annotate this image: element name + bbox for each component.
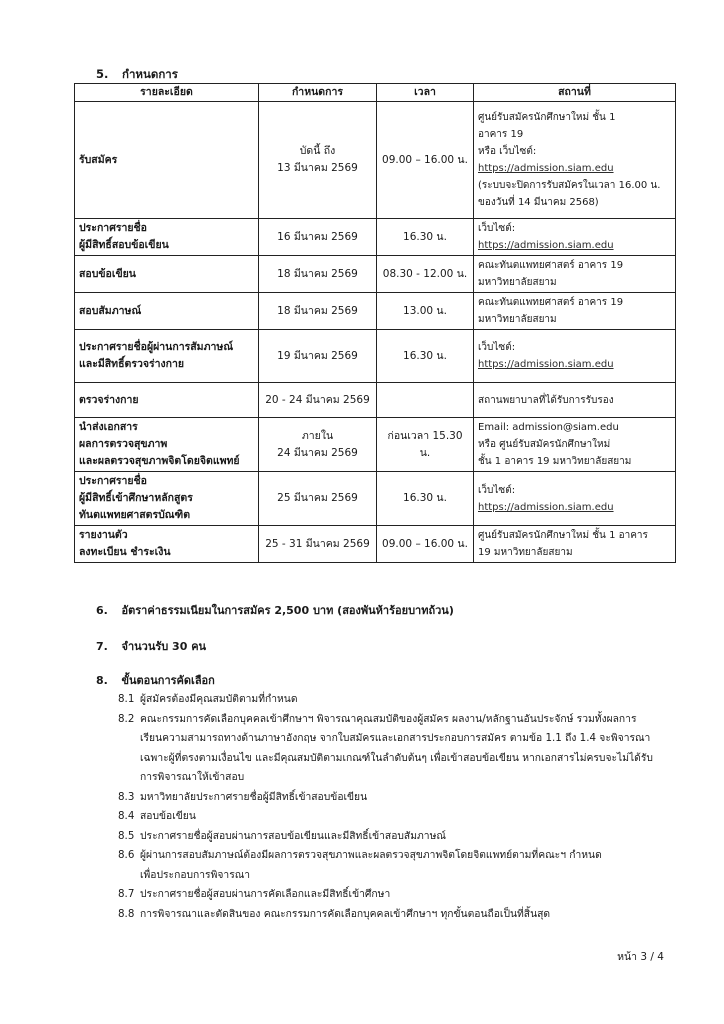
detail-line: และผลตรวจสุขภาพจิตโดยจิตแพทย์ [79,455,240,467]
place-line: เว็บไซต์: [478,223,516,234]
page-number: หน้า 3 / 4 [617,951,664,963]
table-row [75,383,676,418]
step-text [140,807,678,827]
date-line: 24 มีนาคม 2569 [277,446,358,459]
date-line: 13 มีนาคม 2569 [277,162,358,174]
table-row [75,102,676,219]
section-8-title: ขั้นตอนการคัดเลือก [121,674,215,687]
detail-line: และมีสิทธิ์ตรวจร่างกาย [79,358,185,370]
cell-place [474,383,676,418]
step-line: มหาวิทยาลัยประกาศรายชื่อผู้มีสิทธิ์เข้าสอบข้อเขียน [140,790,368,803]
schedule-table-body [75,102,676,563]
section-7-text: จำนวนรับ 30 คน [121,640,207,653]
cell-date [259,472,377,526]
list-item [118,788,678,808]
step-line: ผู้ผ่านการสอบสัมภาษณ์ต้องมีผลการตรวจสุขภาพและผลตรวจสุขภาพจิตโดยจิตแพทย์ตามที่คณะฯ กำหนด [140,849,602,861]
website-link[interactable]: https://admission.siam.edu [478,163,614,174]
date-line: 19 มีนาคม 2569 [277,349,358,362]
step-text [140,710,678,788]
table-row [75,330,676,383]
cell-place [474,293,676,330]
cell-date [259,418,377,472]
place-line: เว็บไซต์: [478,342,516,353]
step-number: 8.4 [118,810,135,822]
cell-detail [75,383,259,418]
place-line: คณะทันตแพทยศาสตร์ อาคาร 19 [478,260,624,271]
step-number: 8.5 [118,829,135,842]
list-item [118,807,678,827]
list-item [118,846,678,885]
place-line: อาคาร 19 [478,129,524,140]
step-line: ผู้สมัครต้องมีคุณสมบัติตามที่กำหนด [140,693,298,705]
step-number: 8.2 [118,712,135,725]
detail-line: ตรวจร่างกาย [79,393,139,406]
cell-place [474,219,676,256]
step-line: คณะกรรมการคัดเลือกบุคคลเข้าศึกษาฯ พิจารณาคุณสมบัติของผู้สมัคร ผลงาน/หลักฐานอันประจักษ์ รวมทั้งผลการ [140,712,637,725]
table-row [75,256,676,293]
date-line: 18 มีนาคม 2569 [277,304,358,317]
section-6-number: 6. [96,604,108,617]
list-item [118,710,678,788]
section-5-number: 5. [96,67,109,81]
table-header-row [75,84,676,102]
cell-place [474,330,676,383]
detail-line: ประกาศรายชื่อ [79,222,147,234]
place-line: ศูนย์รับสมัครนักศึกษาใหม่ ชั้น 1 อาคาร [478,530,648,541]
step-text [140,690,678,710]
date-line: 25 - 31 มีนาคม 2569 [265,537,370,550]
step-line: การพิจารณาและตัดสินของ คณะกรรมการคัดเลือกบุคคลเข้าศึกษาฯ ทุกขั้นตอนถือเป็นที่สิ้นสุด [140,907,551,920]
section-8-heading [96,671,215,689]
place-line: Email: admission@siam.edu [478,422,619,433]
step-line: เรียนความสามารถทางด้านภาษาอังกฤษ จากใบสมัครและเอกสารประกอบการสมัคร ตามข้อ 1.1 ถึง 1.4 จะพิจารณา [140,732,651,744]
cell-time: 16.30 น. [377,219,474,256]
cell-date [259,293,377,330]
place-line: (ระบบจะปิดการรับสมัครในเวลา 16.00 น. [478,180,661,191]
cell-detail [75,330,259,383]
header-detail: รายละเอียด [75,84,259,102]
place-line: 19 มหาวิทยาลัยสยาม [478,547,573,558]
section-6-text: อัตราค่าธรรมเนียมในการสมัคร 2,500 บาท (สองพันห้าร้อยบาทถ้วน) [121,604,454,617]
cell-date [259,526,377,563]
cell-detail [75,526,259,563]
cell-detail [75,472,259,526]
place-line: มหาวิทยาลัยสยาม [478,314,557,325]
cell-place [474,472,676,526]
step-number: 8.1 [118,693,135,705]
cell-time [377,383,474,418]
cell-time: ก่อนเวลา 15.30 น. [377,418,474,472]
step-line: ประกาศรายชื่อผู้สอบผ่านการสอบข้อเขียนและมีสิทธิ์เข้าสอบสัมภาษณ์ [140,829,446,842]
date-line: 20 - 24 มีนาคม 2569 [265,393,370,406]
cell-date [259,330,377,383]
detail-line: ประกาศรายชื่อ [79,475,147,487]
step-text [140,846,678,885]
detail-line: ผลการตรวจสุขภาพ [79,438,168,450]
cell-date [259,256,377,293]
cell-time: 08.30 - 12.00 น. [377,256,474,293]
website-link[interactable]: https://admission.siam.edu [478,240,614,251]
website-link[interactable]: https://admission.siam.edu [478,359,614,370]
cell-time: 09.00 – 16.00 น. [377,102,474,219]
place-line: หรือ ศูนย์รับสมัครนักศึกษาใหม่ [478,439,611,450]
place-line: มหาวิทยาลัยสยาม [478,277,557,288]
place-line: ศูนย์รับสมัครนักศึกษาใหม่ ชั้น 1 [478,112,616,123]
cell-date [259,383,377,418]
schedule-table [74,83,676,563]
list-item [118,690,678,710]
place-line: สถานพยาบาลที่ได้รับการรับรอง [478,394,614,406]
list-item [118,885,678,905]
cell-place [474,102,676,219]
table-row [75,418,676,472]
detail-line: นำส่งเอกสาร [79,421,138,433]
cell-detail [75,219,259,256]
website-link[interactable]: https://admission.siam.edu [478,501,614,513]
detail-line: รับสมัคร [79,153,118,166]
cell-time: 09.00 – 16.00 น. [377,526,474,563]
detail-line: สอบข้อเขียน [79,267,136,280]
cell-detail [75,418,259,472]
section-6 [96,601,454,619]
detail-line: รายงานตัว [79,529,128,541]
table-row [75,472,676,526]
step-number: 8.6 [118,849,135,861]
list-item [118,827,678,847]
place-line: เว็บไซต์: [478,484,516,496]
header-time: เวลา [377,84,474,102]
date-line: 25 มีนาคม 2569 [277,492,358,504]
detail-line: ลงทะเบียน ชำระเงิน [79,546,171,558]
step-text [140,905,678,925]
step-line: เฉพาะผู้ที่ตรงตามเงื่อนไข และมีคุณสมบัติตามเกณฑ์ในลำดับต้นๆ เพื่อเข้าสอบข้อเขียน หากเอกสารไม่ครบจะไม่ได้รับ [140,751,653,764]
section-8-number: 8. [96,674,108,687]
date-line: 18 มีนาคม 2569 [277,267,358,280]
step-line: ประกาศรายชื่อผู้สอบผ่านการคัดเลือกและมีสิทธิ์เข้าศึกษา [140,888,391,900]
step-number: 8.8 [118,907,135,920]
cell-detail [75,293,259,330]
step-line: สอบข้อเขียน [140,810,196,822]
cell-time: 16.30 น. [377,330,474,383]
place-line: หรือ เว็บไซต์: [478,146,537,157]
cell-time: 16.30 น. [377,472,474,526]
header-date: กำหนดการ [259,84,377,102]
section-5-title: กำหนดการ [122,67,178,81]
cell-date [259,219,377,256]
detail-line: ผู้มีสิทธิ์สอบข้อเขียน [79,239,169,251]
step-line: เพื่อประกอบการพิจารณา [140,868,251,881]
table-row [75,219,676,256]
table-row [75,526,676,563]
cell-date [259,102,377,219]
detail-line: สอบสัมภาษณ์ [79,304,142,317]
date-line: 16 มีนาคม 2569 [277,230,358,243]
step-number: 8.3 [118,790,135,803]
step-text [140,885,678,905]
section-7 [96,637,206,655]
step-text [140,788,678,808]
cell-time: 13.00 น. [377,293,474,330]
cell-place [474,256,676,293]
date-line: บัดนี้ ถึง [299,145,336,157]
header-place: สถานที่ [474,84,676,102]
cell-place [474,526,676,563]
list-item [118,905,678,925]
section-7-number: 7. [96,640,108,653]
place-line: ของวันที่ 14 มีนาคม 2568) [478,197,599,208]
place-line: ชั้น 1 อาคาร 19 มหาวิทยาลัยสยาม [478,456,632,467]
section-5-heading [96,66,178,84]
table-row [75,293,676,330]
detail-line: ทันตแพทยศาสตรบัณฑิต [79,509,191,521]
detail-line: ประกาศรายชื่อผู้ผ่านการสัมภาษณ์ [79,341,234,353]
cell-detail [75,102,259,219]
place-line: คณะทันตแพทยศาสตร์ อาคาร 19 [478,297,624,308]
detail-line: ผู้มีสิทธิ์เข้าศึกษาหลักสูตร [79,492,193,504]
cell-place [474,418,676,472]
date-line: ภายใน [301,429,334,442]
step-line: การพิจารณาให้เข้าสอบ [140,771,245,783]
selection-steps-list [118,690,678,924]
step-number: 8.7 [118,888,135,900]
step-text [140,827,678,847]
cell-detail [75,256,259,293]
